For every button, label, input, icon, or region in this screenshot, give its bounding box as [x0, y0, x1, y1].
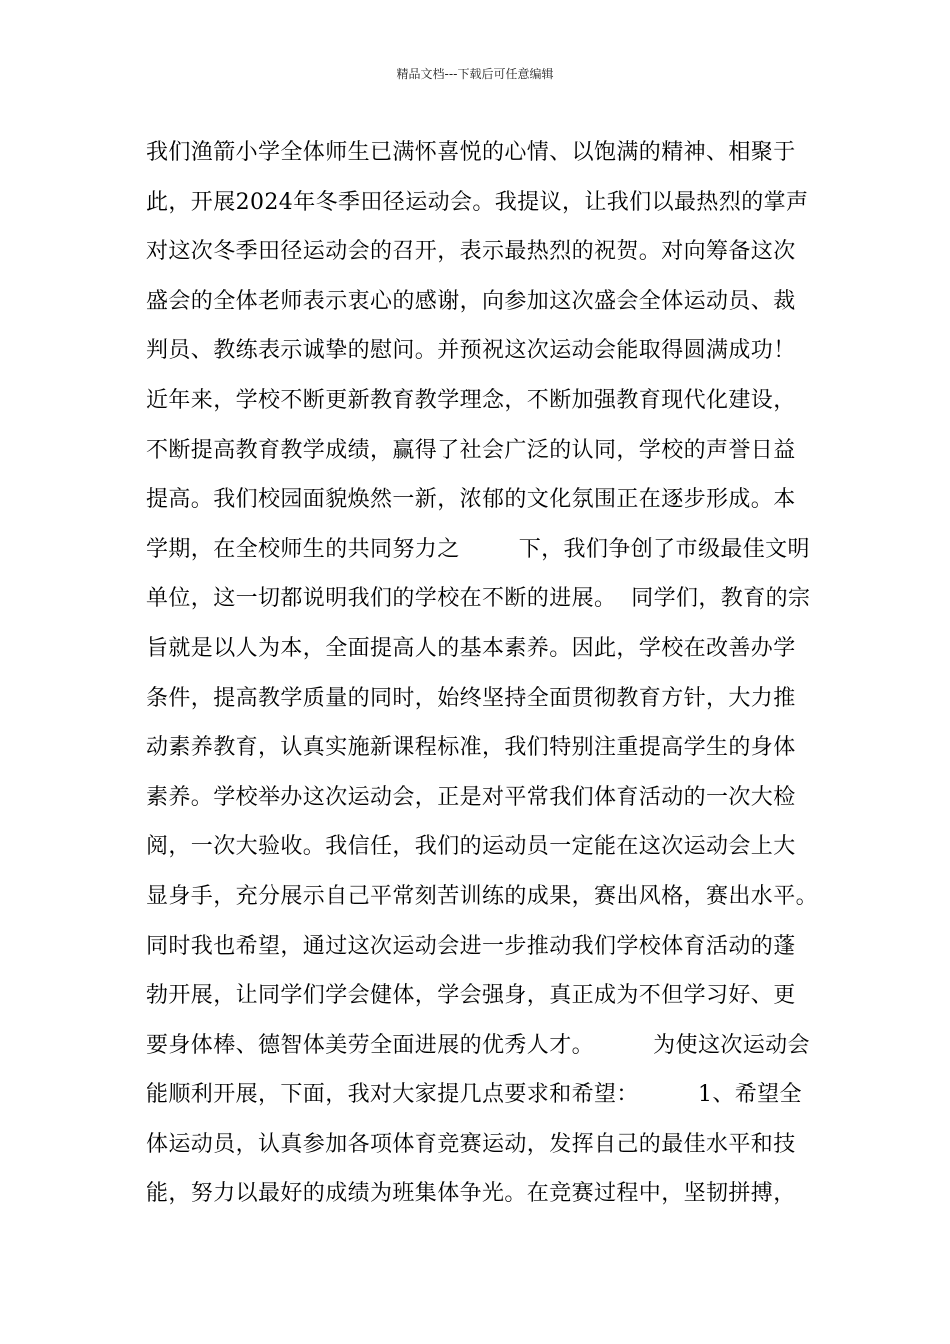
text-line: 近年来，学校不断更新教育教学理念，不断加强教育现代化建设，: [146, 387, 796, 413]
text-line: 提高。我们校园面貌焕然一新，浓郁的文化氛围正在逐步形成。本: [146, 487, 796, 513]
text-line: 体运动员，认真参加各项体育竞赛运动，发挥自己的最佳水平和技: [146, 1131, 796, 1157]
text-line: 同时我也希望，通过这次运动会进一步推动我们学校体育活动的蓬: [146, 933, 796, 959]
text-line: 勃开展，让同学们学会健体，学会强身，真正成为不但学习好、更: [146, 983, 796, 1009]
text-line: 能，努力以最好的成绩为班集体争光。在竞赛过程中，坚韧拼搏，: [146, 1181, 796, 1207]
text-line: 旨就是以人为本，全面提高人的基本素养。因此，学校在改善办学: [146, 635, 796, 661]
text-line: 单位，这一切都说明我们的学校在不断的进展。 同学们，教育的宗: [146, 586, 811, 612]
text-line: 学期，在全校师生的共同努力之 下，我们争创了市级最佳文明: [146, 536, 810, 562]
text-line: 阅，一次大验收。我信任，我们的运动员一定能在这次运动会上大: [146, 834, 796, 860]
text-line: 能顺利开展，下面，我对大家提几点要求和希望： 1、希望全: [146, 1082, 802, 1108]
text-line: 动素养教育，认真实施新课程标准，我们特别注重提高学生的身体: [146, 735, 796, 761]
text-line: 此，开展2024年冬季田径运动会。我提议，让我们以最热烈的掌声: [146, 189, 809, 215]
document-body: [146, 128, 866, 1219]
text-line: 盛会的全体老师表示衷心的感谢，向参加这次盛会全体运动员、裁: [146, 288, 796, 314]
text-line: 判员、教练表示诚挚的慰问。并预祝这次运动会能取得圆满成功！: [146, 338, 796, 364]
text-line: 显身手，充分展示自己平常刻苦训练的成果，赛出风格，赛出水平。: [146, 883, 819, 909]
text-line: 要身体棒、德智体美劳全面进展的优秀人才。 为使这次运动会: [146, 1032, 810, 1058]
page-header: 精品文档---下载后可任意编辑: [396, 67, 554, 81]
text-line: 素养。学校举办这次运动会，正是对平常我们体育活动的一次大检: [146, 784, 796, 810]
text-line: 我们渔箭小学全体师生已满怀喜悦的心情、以饱满的精神、相聚于: [146, 140, 796, 165]
text-line: 对这次冬季田径运动会的召开，表示最热烈的祝贺。对向筹备这次: [146, 239, 796, 265]
text-line: 不断提高教育教学成绩，赢得了社会广泛的认同，学校的声誉日益: [146, 437, 796, 463]
text-line: 条件，提高教学质量的同时，始终坚持全面贯彻教育方针，大力推: [146, 685, 796, 711]
